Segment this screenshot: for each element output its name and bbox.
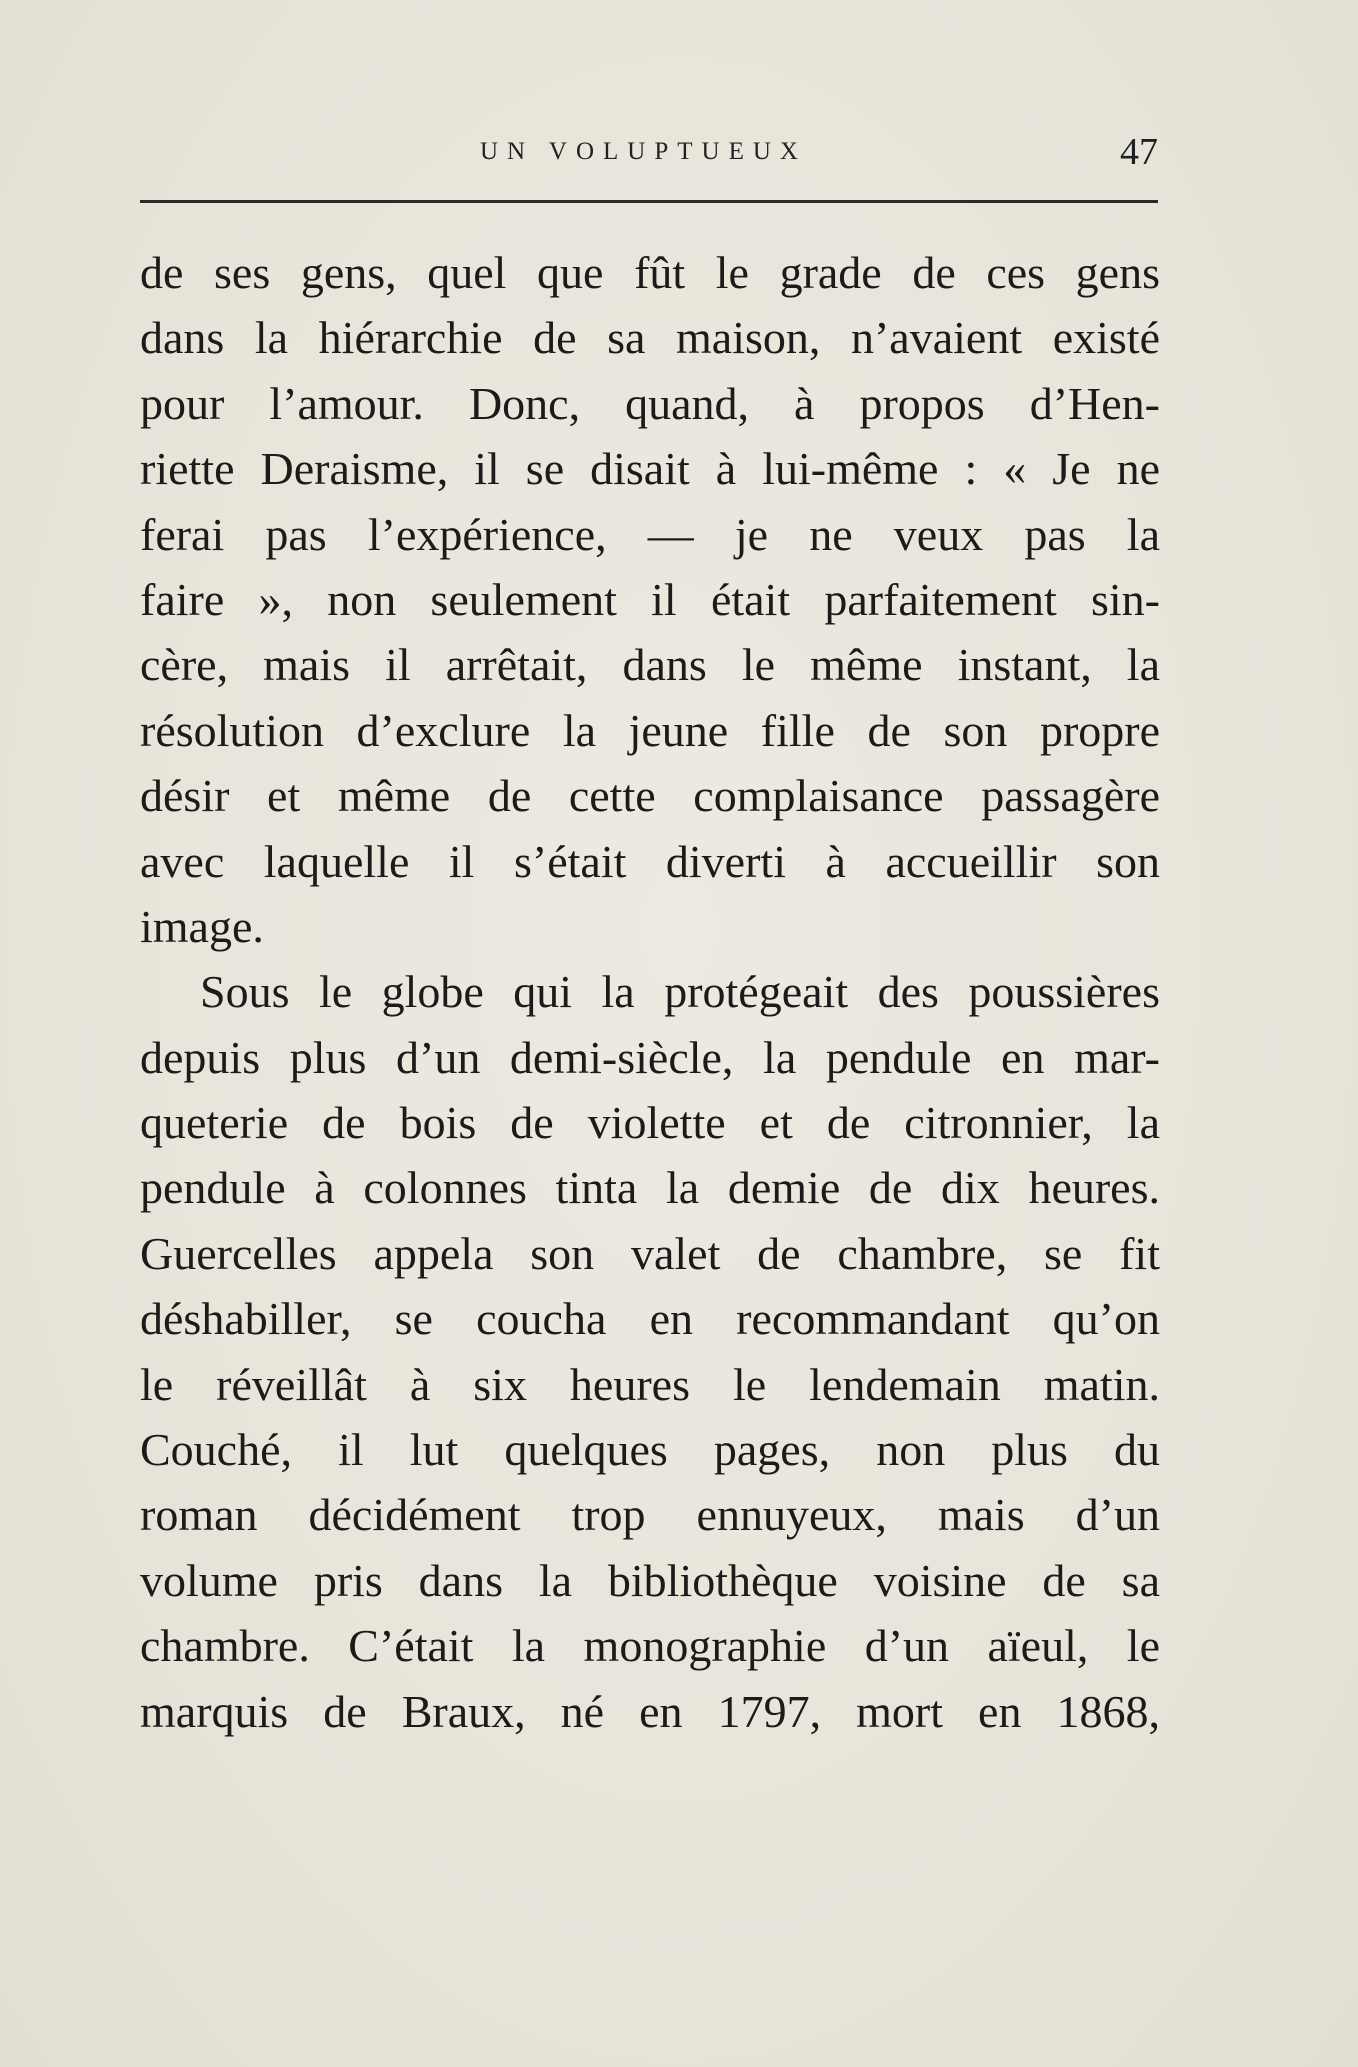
text-line: riette Deraisme, il se disait à lui-même : « Je ne	[140, 443, 1160, 495]
header-rule	[140, 200, 1158, 203]
text-line: depuis plus d’un demi-siècle, la pendule en mar-	[140, 1031, 1160, 1083]
text-line: ferai pas l’expérience, — je ne veux pas la	[140, 508, 1160, 560]
text-line: chambre. C’était la monographie d’un aïeul, le	[140, 1620, 1160, 1672]
body-text	[140, 240, 1160, 1744]
text-line: dans la hiérarchie de sa maison, n’avaient existé	[140, 312, 1160, 364]
text-line: pendule à colonnes tinta la demie de dix heures.	[140, 1162, 1160, 1214]
running-head	[140, 128, 1158, 178]
text-line: faire », non seulement il était parfaitement sin-	[140, 573, 1160, 625]
text-line: volume pris dans la bibliothèque voisine de sa	[140, 1554, 1160, 1606]
text-line: de ses gens, quel que fût le grade de ces gens	[140, 247, 1160, 298]
text-line: marquis de Braux, né en 1797, mort en 1868,	[140, 1685, 1160, 1737]
text-line: roman décidément trop ennuyeux, mais d’un	[140, 1489, 1160, 1541]
page-number: 47	[1120, 131, 1158, 173]
text-line: avec laquelle il s’était diverti à accueillir son	[140, 835, 1160, 887]
text-line: pour l’amour. Donc, quand, à propos d’Hen-	[140, 377, 1160, 429]
text-line: résolution d’exclure la jeune fille de son propre	[140, 704, 1160, 756]
text-line: queterie de bois de violette et de citronnier, la	[140, 1097, 1160, 1149]
text-line: Couché, il lut quelques pages, non plus du	[140, 1424, 1160, 1476]
text-line: Sous le globe qui la protégeait des poussières	[200, 966, 1160, 1018]
running-title: UN VOLUPTUEUX	[480, 138, 807, 165]
text-line: Guercelles appela son valet de chambre, se fit	[140, 1227, 1160, 1279]
text-line: le réveillât à six heures le lendemain matin.	[140, 1358, 1160, 1410]
text-line: déshabiller, se coucha en recommandant qu’on	[140, 1293, 1160, 1345]
text-line: cère, mais il arrêtait, dans le même instant, la	[140, 639, 1160, 691]
text-line: image.	[140, 900, 264, 952]
text-line: désir et même de cette complaisance passagère	[140, 770, 1160, 822]
